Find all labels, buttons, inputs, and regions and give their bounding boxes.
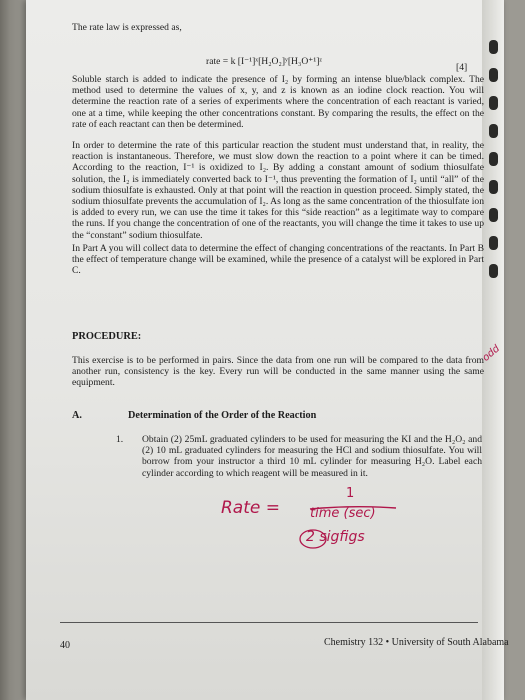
- document-page: [26, 0, 509, 700]
- footer-course: Chemistry 132 • University of South Alabama: [324, 637, 509, 648]
- section-title: Determination of the Order of the Reaction: [128, 410, 317, 421]
- binder-hole: [489, 152, 498, 166]
- binder-hole: [489, 96, 498, 110]
- rate-law-equation: rate = k [I⁻¹]ˣ[H₂O₂]ʸ[H₃O⁺¹]ᶻ: [206, 56, 323, 67]
- step-number: 1.: [116, 434, 124, 445]
- footer-rule: [60, 622, 478, 623]
- paragraph-parts: In Part A you will collect data to determine the effect of changing concentrations of the reactants. In Part B the effect of temperature change will be examined, while the presence of a catalyst will be explored in Part C.: [72, 243, 484, 277]
- procedure-heading: PROCEDURE:: [72, 331, 142, 342]
- handwritten-sigfigs: 2 sigfigs: [306, 529, 365, 545]
- section-letter: A.: [72, 410, 82, 421]
- binder-hole: [489, 124, 498, 138]
- paragraph-thiosulfate: In order to determine the rate of this particular reaction the student must understand that, in reality, the reaction is instantaneous. Therefore, we must slow down the reaction to a point where it can be timed. According to the reaction, I⁻¹ is oxidized to I₂. By adding a constant amount of sodium thiosulfate solution, the I₂ is immediately converted back to I⁻¹, thus preventing the formation of I₂ until “all” of the sodium thiosulfate is exhausted. Only at that point will the reaction in question proceed. Simply stated, the sodium thiosulfate prevents the accumulation of I₂. As long as the same concentration of the thiosulfate ion is added to every run, we can use the time it takes for this “side reaction” as a legitimate way to compare the runs. If you change the concentration of one of the reactants, you will change the time it takes to use up the “constant” sodium thiosulfate.: [72, 140, 484, 241]
- intro-text: The rate law is expressed as,: [72, 22, 182, 33]
- equation-number: [4]: [456, 62, 468, 73]
- binder-hole: [489, 264, 498, 278]
- procedure-paragraph: This exercise is to be performed in pairs. Since the data from one run will be compared to the data from another run, consistency is the key. Every run will be conducted in the same manner using the same equipment.: [72, 355, 484, 389]
- handwritten-margin-note: odd: [480, 343, 503, 364]
- paragraph-starch: Soluble starch is added to indicate the presence of I₂ by forming an intense blue/black complex. The method used to determine the values of x, y, and z is known as an iodine clock reaction. You will determine the reaction rate of a series of experiments where the concentration of each reactant is varied, one at a time, while keeping the other concentrations constant. By comparing the results, the effect on the rate of each reactant can then be determined.: [72, 74, 484, 130]
- binder-hole: [489, 40, 498, 54]
- handwritten-denominator: time (sec): [310, 506, 376, 521]
- page-number: 40: [60, 640, 70, 651]
- binder-hole: [489, 180, 498, 194]
- handwritten-numerator: 1: [346, 486, 355, 501]
- binder-hole: [489, 208, 498, 222]
- binder-hole: [489, 236, 498, 250]
- step-text: Obtain (2) 25mL graduated cylinders to be used for measuring the KI and the H₂O₂ and (2) 10 mL graduated cylinders for measuring the HCl and sodium thiosulfate. You will borrow from your instructor a third 10 mL cylinder for measuring H₂O. Label each cylinder according to which reagent will be measured in it.: [142, 434, 482, 479]
- binder-hole: [489, 68, 498, 82]
- handwritten-rate: Rate =: [221, 498, 281, 518]
